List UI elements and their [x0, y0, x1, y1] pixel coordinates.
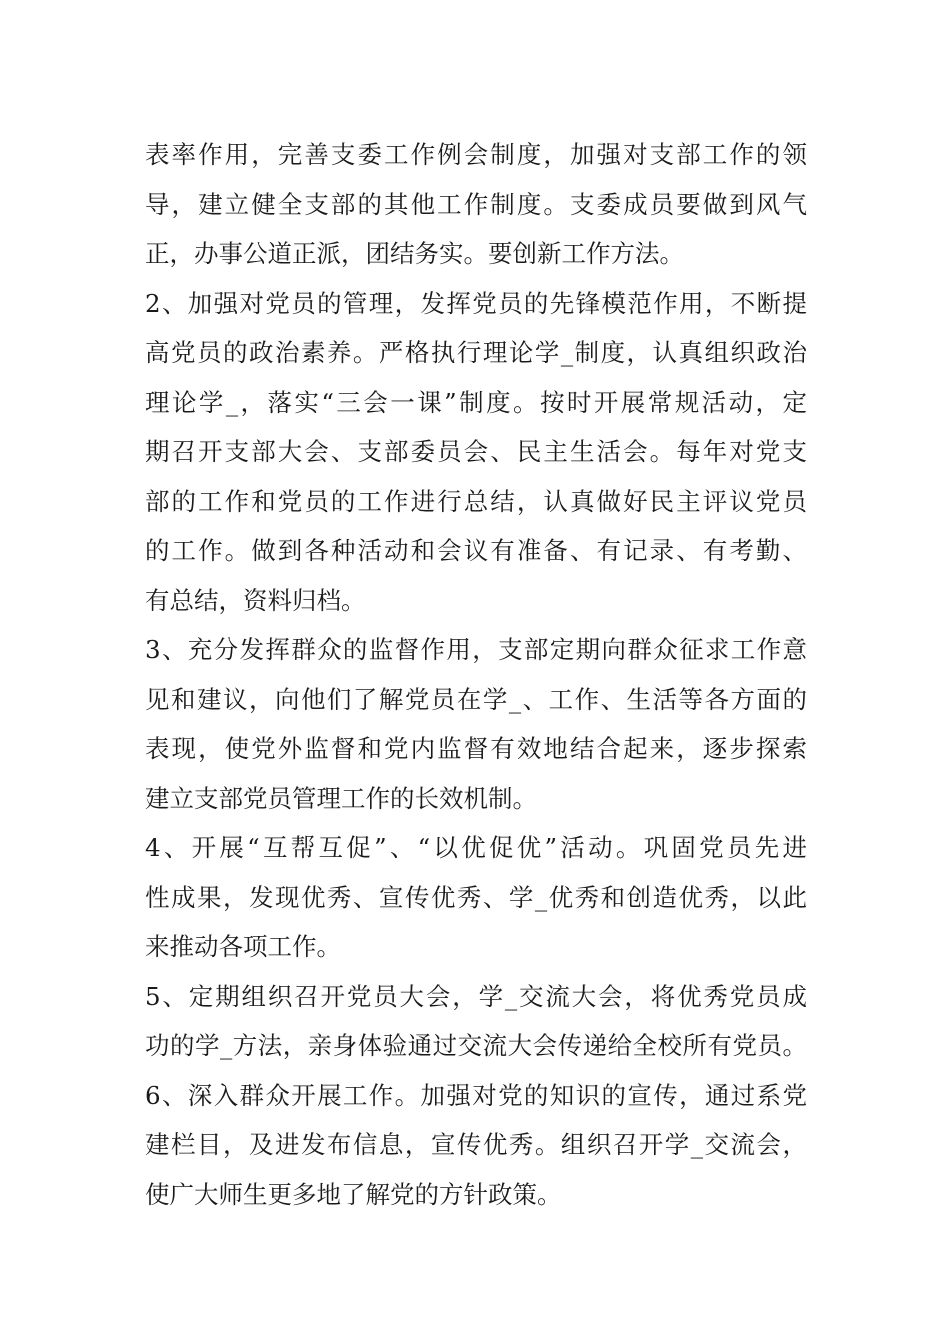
text-line: 建立支部党员管理工作的长效机制。 — [145, 783, 537, 813]
text-line: 4、开展“互帮互促”、“以优促优”活动。巩固党员先进 — [145, 833, 807, 862]
text-line: 导，建立健全支部的其他工作制度。支委成员要做到风气 — [145, 189, 807, 219]
text-line: 部的工作和党员的工作进行总结，认真做好民主评议党员 — [145, 486, 807, 516]
text-line: 3、充分发挥群众的监督作用，支部定期向群众征求工作意 — [145, 635, 807, 664]
text-line: 的工作。做到各种活动和会议有准备、有记录、有考勤、 — [145, 536, 807, 565]
text-line: 正，办事公道正派，团结务实。要创新工作方法。 — [145, 239, 684, 268]
text-line: 表率作用，完善支委工作例会制度，加强对支部工作的领 — [145, 140, 807, 169]
text-line: 见和建议，向他们了解党员在学_、工作、生活等各方面的 — [145, 684, 807, 714]
text-line: 建栏目，及进发布信息，宣传优秀。组织召开学_交流会， — [145, 1130, 807, 1159]
text-line: 理论学_，落实“三会一课”制度。按时开展常规活动，定 — [145, 387, 807, 417]
text-line: 高党员的政治素养。严格执行理论学_制度，认真组织政治 — [145, 338, 807, 367]
text-line: 性成果，发现优秀、宣传优秀、学_优秀和创造优秀，以此 — [145, 882, 807, 912]
text-line: 2、加强对党员的管理，发挥党员的先锋模范作用，不断提 — [145, 288, 807, 318]
text-line: 5、定期组织召开党员大会，学_交流大会，将优秀党员成 — [145, 981, 807, 1011]
text-line: 功的学_方法，亲身体验通过交流大会传递给全校所有党员。 — [145, 1031, 807, 1060]
text-line: 来推动各项工作。 — [145, 932, 341, 961]
text-line: 使广大师生更多地了解党的方针政策。 — [145, 1179, 562, 1209]
text-line: 期召开支部大会、支部委员会、民主生活会。每年对党支 — [145, 437, 807, 466]
text-line: 有总结，资料归档。 — [145, 585, 366, 615]
document-body — [145, 130, 807, 1219]
text-line: 6、深入群众开展工作。加强对党的知识的宣传，通过系党 — [145, 1080, 807, 1110]
text-line: 表现，使党外监督和党内监督有效地结合起来，逐步探索 — [145, 734, 807, 763]
